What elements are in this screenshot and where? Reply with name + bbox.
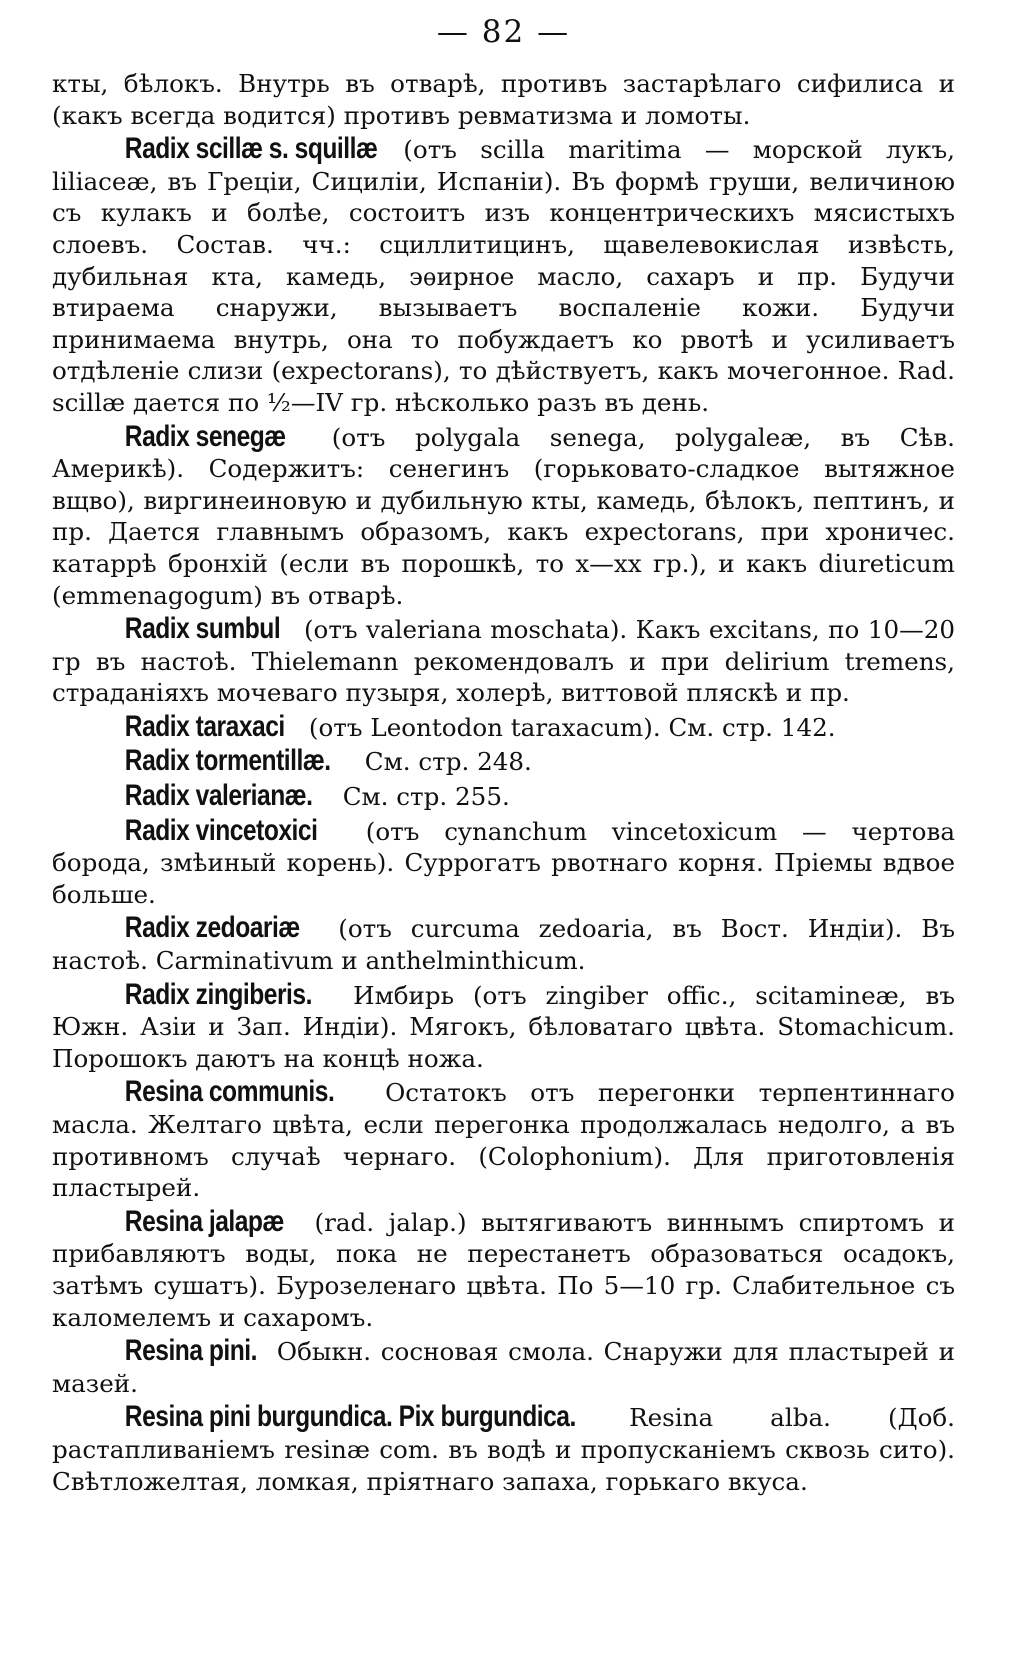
entry-heading: Resina jalapæ bbox=[124, 1204, 284, 1238]
entry-heading: Radix taraxaci bbox=[124, 709, 285, 743]
entry-text: (отъ cynanchum vincetoxicum — чертова борода, змѣиный корень). Суррогатъ рвотнаго корня. Пріемы вдвое больше. bbox=[52, 816, 955, 909]
entry-heading: Radix senegæ bbox=[124, 419, 286, 453]
entry-text: См. стр. 255. bbox=[342, 782, 510, 812]
entry-resina-pini bbox=[52, 1335, 955, 1399]
entry-text: (отъ valeriana moschata). Какъ excitans, по 10—20 гр въ настоѣ. Thielemann рекомендовалъ и при delirium tremens, страданіяхъ мочеваго пузыря, холерѣ, виттовой пляскѣ и пр. bbox=[52, 615, 955, 708]
entry-heading: Resina pini burgundica. Pix burgundica. bbox=[124, 1400, 576, 1434]
entry-radix-senegae bbox=[52, 421, 955, 612]
entry-resina-communis bbox=[52, 1076, 955, 1203]
entry-radix-zingiberis bbox=[52, 979, 955, 1075]
entry-radix-zedoariae bbox=[52, 912, 955, 976]
entry-radix-sumbul bbox=[52, 613, 955, 709]
entry-text: Остатокъ отъ перегонки терпентиннаго масла. Желтаго цвѣта, если перегонка продолжалась недолго, а въ противномъ случаѣ чернаго. (Colophonium). Для приготовленія пластырей. bbox=[52, 1078, 955, 1203]
entry-heading: Radix tormentillæ. bbox=[124, 744, 331, 778]
entry-heading: Radix sumbul bbox=[124, 612, 281, 646]
entry-radix-valerianae bbox=[52, 780, 955, 813]
entry-radix-vincetoxici bbox=[52, 815, 955, 911]
entry-radix-tormentillae bbox=[52, 745, 955, 778]
entry-text: (отъ curcuma zedoaria, въ Вост. Индіи). Въ настоѣ. Carminativum и anthelminthicum. bbox=[52, 914, 955, 976]
entry-heading: Radix valerianæ. bbox=[124, 779, 313, 813]
entry-text: (отъ polygala senega, polygaleæ, въ Сѣв. Америкѣ). Содержитъ: сенегинъ (горьковато-сладкое вытяжное вщво), виргинеиновую и дубильную кты, камедь, бѣлокъ, пептинъ, и пр. Дается главнымъ образомъ, какъ expectorans, при хроничес. катаррѣ бронхій (если въ порошкѣ, то x—xx гр.), и какъ diureticum (emmenagogum) въ отварѣ. bbox=[52, 422, 956, 610]
paragraph-continuation bbox=[52, 68, 955, 131]
entry-heading: Radix scillæ s. squillæ bbox=[124, 132, 378, 166]
entry-heading: Radix zedoariæ bbox=[124, 911, 300, 945]
entry-heading: Resina communis. bbox=[124, 1075, 335, 1109]
entry-resina-jalapae bbox=[52, 1206, 955, 1333]
entry-heading: Radix vincetoxici bbox=[124, 813, 318, 847]
paragraph-text: кты, бѣлокъ. Внутрь въ отварѣ, противъ застарѣлаго сифилиса и (какъ всегда водится) противъ ревматизма и ломоты. bbox=[52, 69, 955, 130]
entry-text: Имбирь (отъ zingiber offic., scitamineæ, въ Южн. Азіи и Зап. Индіи). Мягокъ, бѣловатаго цвѣта. Stomachicum. Порошокъ даютъ на концѣ ножа. bbox=[52, 980, 955, 1073]
entry-text: Resina alba. (Доб. растапливаніемъ resinæ com. въ водѣ и пропусканіемъ сквозь сито). Свѣтложелтая, ломкая, пріятнаго запаха, горькаго вкуса. bbox=[52, 1403, 955, 1496]
entry-heading: Resina pini. bbox=[124, 1334, 257, 1368]
entry-resina-pini-burgundica bbox=[52, 1401, 955, 1497]
entry-heading: Radix zingiberis. bbox=[124, 977, 312, 1011]
entry-text: Обыкн. сосновая смола. Снаружи для пластырей и мазей. bbox=[52, 1337, 955, 1398]
entry-text: (отъ scilla maritima — морской лукъ, liliaceæ, въ Греціи, Сициліи, Испаніи). Въ формѣ груши, величиною съ кулакъ и болѣе, состоитъ изъ концентрическихъ мясистыхъ слоевъ. Состав. чч.: сциллитицинъ, щавелевокислая извѣсть, дубильная кта, камедь, эѳирное масло, сахаръ и пр. Будучи втираема снаружи, вызываетъ воспаленіе кожи. Будучи принимаема внутрь, она то побуждаетъ ко рвотѣ и усиливаетъ отдѣленіе слизи (expectorans), то дѣйствуетъ, какъ мочегонное. Rad. scillæ дается по ½—IV гр. нѣсколько разъ въ день. bbox=[52, 135, 955, 417]
entry-radix-taraxaci bbox=[52, 711, 955, 744]
entry-radix-scillae bbox=[52, 133, 955, 418]
entry-text: (rad. jalap.) вытягиваютъ виннымъ спиртомъ и прибавляютъ воды, пока не перестанетъ образоваться осадокъ, затѣмъ сушатъ). Бурозеленаго цвѣта. По 5—10 гр. Слабительное съ каломелемъ и сахаромъ. bbox=[52, 1207, 955, 1332]
entry-text: См. стр. 248. bbox=[364, 747, 532, 777]
entry-text: (отъ Leontodon taraxacum). См. стр. 142. bbox=[308, 712, 836, 742]
page-number: — 82 — bbox=[436, 14, 571, 50]
